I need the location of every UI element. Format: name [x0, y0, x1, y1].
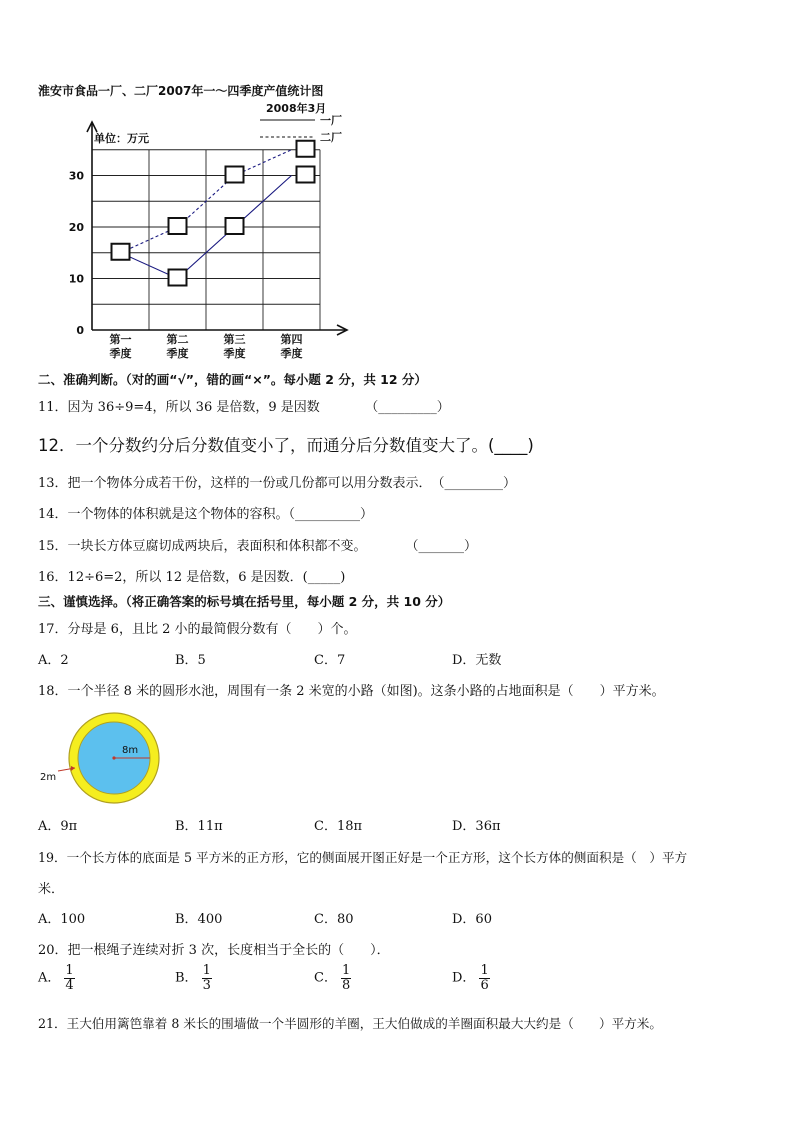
question-21: 21．王大伯用篱笆靠着 8 米长的围墙做一个半圆形的羊圈，王大伯做成的羊圈面积最大大约是（ ）平方米。 [38, 1016, 662, 1031]
fraction-numerator: 1 [202, 963, 211, 978]
question-19-line-1: 19．一个长方体的底面是 5 平方米的正方形，它的侧面展开图正好是一个正方形，这个长方体的侧面积是（ ）平方 [38, 850, 688, 865]
x-tick-label: 第三 [223, 333, 246, 346]
q19-option-c: C．80 [314, 912, 354, 927]
question-16: 16．12÷6=2，所以 12 是倍数，6 是因数．(_____) [38, 570, 346, 585]
fraction-denominator: 4 [65, 977, 74, 993]
data-point-box [169, 270, 187, 286]
question-13: 13．把一个物体分成若干份，这样的一份或几份都可以用分数表示． （_________） [38, 476, 517, 491]
y-tick-label: 0 [76, 324, 84, 337]
x-tick-label: 季度 [109, 347, 132, 360]
q18-option-c: C．18π [314, 819, 363, 834]
fraction [202, 964, 212, 992]
x-tick-label: 季度 [166, 347, 189, 360]
question-20: 20．把一根绳子连续对折 3 次，长度相当于全长的（ ）． [38, 943, 390, 958]
y-tick-label: 30 [68, 169, 84, 183]
legend-label: 二厂 [320, 131, 342, 144]
legend-label: 一厂 [320, 114, 342, 127]
q20-option-c-letter: C． [314, 970, 337, 986]
q20-option-c [314, 964, 351, 992]
q17-option-d: D．无数 [452, 653, 502, 668]
data-point-box [297, 141, 315, 157]
q20-option-d-letter: D． [452, 970, 476, 986]
chart-subtitle: 2008年3月 [266, 102, 327, 115]
x-tick-label: 第四 [280, 333, 303, 346]
q19-option-b: B．400 [175, 912, 223, 927]
y-tick-label: 20 [68, 221, 84, 234]
q18-option-a: A．9π [38, 819, 78, 834]
chart-grid [92, 150, 320, 330]
question-19-line-2: 米． [38, 882, 65, 897]
fraction [341, 964, 351, 992]
path-width-label: 2m [40, 772, 57, 783]
data-point-box [226, 167, 244, 183]
fraction-denominator: 6 [480, 977, 489, 993]
q20-option-b-letter: B． [175, 970, 198, 986]
chart-series [112, 141, 315, 286]
fraction-numerator: 1 [480, 963, 489, 978]
fraction-denominator: 3 [202, 977, 211, 993]
chart-title: 淮安市食品一厂、二厂2007年一～四季度产值统计图 [38, 84, 324, 98]
fraction [64, 964, 74, 992]
x-tick-label: 季度 [223, 347, 246, 360]
x-tick-label: 第二 [166, 333, 189, 346]
fraction [479, 964, 489, 992]
chart-labels [69, 131, 303, 360]
question-18: 18．一个半径 8 米的圆形水池，周围有一条 2 米宽的小路（如图)。这条小路的占地面积是（ ）平方米。 [38, 684, 665, 699]
line-chart [60, 112, 360, 364]
chart-legend [260, 114, 342, 144]
data-point-box [297, 167, 315, 183]
q17-option-b: B．5 [175, 653, 206, 668]
y-tick-label: 10 [68, 272, 84, 286]
x-tick-label: 季度 [280, 347, 303, 360]
q19-option-a: A．100 [38, 912, 86, 927]
q18-option-b: B．11π [175, 819, 223, 834]
data-point-box [226, 218, 244, 234]
question-15: 15．一块长方体豆腐切成两块后，表面积和体积都不变。 （_______） [38, 539, 478, 554]
section-2-title: 二、准确判断。（对的画“√”，错的画“×”。每小题 2 分，共 12 分） [38, 372, 427, 387]
q17-option-c: C．7 [314, 653, 346, 668]
data-point-box [112, 244, 130, 260]
q20-option-b [175, 964, 212, 992]
q20-option-a [38, 964, 75, 992]
question-17: 17．分母是 6，且比 2 小的最简假分数有（ ）个。 [38, 622, 357, 637]
fraction-numerator: 1 [341, 963, 351, 978]
question-14: 14．一个物体的体积就是这个物体的容积。（__________） [38, 507, 374, 522]
fraction-denominator: 8 [341, 977, 351, 993]
data-point-box [169, 218, 187, 234]
section-3-title: 三、谨慎选择。（将正确答案的标号填在括号里，每小题 2 分，共 10 分） [38, 594, 451, 609]
fraction-numerator: 1 [65, 963, 74, 978]
chart-unit-label: 单位：万元 [94, 131, 149, 145]
q20-option-a-letter: A． [38, 970, 61, 986]
pool-figure [36, 708, 166, 808]
pool-center-dot [112, 756, 115, 759]
radius-label: 8m [122, 745, 139, 756]
q18-option-d: D．36π [452, 819, 501, 834]
q17-option-a: A．2 [38, 653, 69, 668]
question-12: 12．一个分数约分后分数值变小了，而通分后分数值变大了。(____) [38, 436, 534, 455]
question-11: 11．因为 36÷9=4，所以 36 是倍数，9 是因数 （_________） [38, 400, 450, 415]
q20-option-d [452, 964, 490, 992]
q19-option-d: D．60 [452, 912, 492, 927]
x-tick-label: 第一 [109, 333, 132, 346]
